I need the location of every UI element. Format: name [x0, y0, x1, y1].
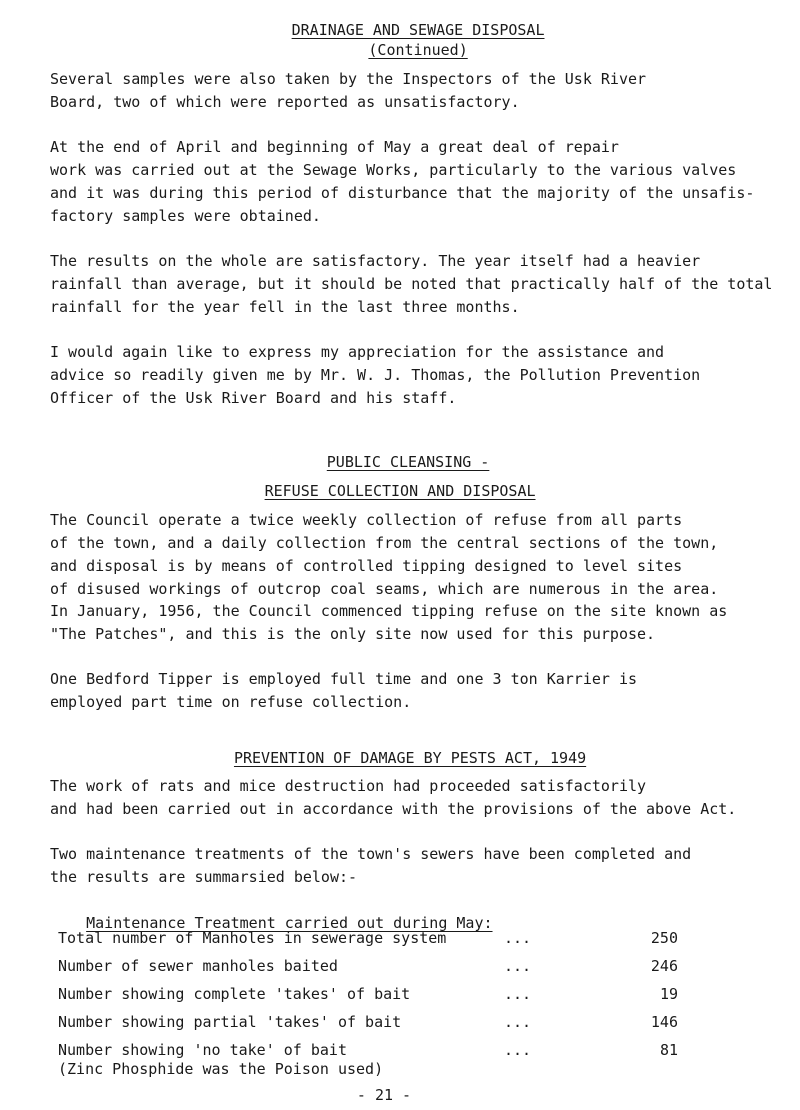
pests-heading-text: PREVENTION OF DAMAGE BY PESTS ACT, 1949 [233, 749, 587, 767]
row-label: Number of sewer manholes baited [58, 957, 338, 975]
row-value: 81 [659, 1041, 678, 1059]
row-value: 146 [650, 1013, 678, 1031]
row-value: 246 [650, 957, 678, 975]
paragraph-vehicles: One Bedford Tipper is employed full time and one 3 ton Karrier is employed part time on refuse collection. [50, 670, 637, 711]
paragraph-appreciation: I would again like to express my appreciation for the assistance and advice so readily given me by Mr. W. J. Thomas, the Pollution Prevention Officer of the Usk River Board and his staff. [50, 343, 701, 407]
table-row [58, 929, 678, 953]
paragraph-samples: Several samples were also taken by the Inspectors of the Usk River Board, two of which were reported as unsatisfactory. [50, 70, 647, 111]
table-row [58, 1013, 678, 1037]
row-value: 250 [650, 929, 678, 947]
paragraph-tipping: In January, 1956, the Council commenced tipping refuse on the site known as "The Patches", and this is the only site now used for this purpose. [50, 602, 728, 643]
paragraph-results: The results on the whole are satisfactory. The year itself had a heavier rainfall than average, but it should be noted that practically half of the total rainfall for the year fell in the last three months. [50, 252, 773, 316]
poison-note: (Zinc Phosphide was the Poison used) [58, 1060, 384, 1078]
row-leader: ... [504, 1041, 532, 1059]
page-subtitle [0, 28, 800, 73]
row-label: Number showing complete 'takes' of bait [58, 985, 411, 1003]
row-leader: ... [504, 985, 532, 1003]
row-value: 19 [659, 985, 678, 1003]
row-leader: ... [504, 929, 532, 947]
page-number: - 21 - [356, 1086, 412, 1104]
page-title-text: DRAINAGE AND SEWAGE DISPOSAL [291, 21, 545, 39]
paragraph-rats: The work of rats and mice destruction had proceeded satisfactorily and had been carried out in accordance with the provisions of the above Act. [50, 777, 737, 818]
row-label: Number showing 'no take' of bait [58, 1041, 347, 1059]
page-subtitle-text: (Continued) [368, 41, 468, 59]
section-heading-refuse [0, 469, 782, 514]
row-leader: ... [504, 1013, 532, 1031]
public-cleansing-heading-text: PUBLIC CLEANSING - [326, 453, 490, 471]
row-label: Total number of Manholes in sewerage system [58, 929, 447, 947]
paragraph-treatments: Two maintenance treatments of the town's sewers have been completed and the results are summarsied below:- [50, 845, 692, 886]
refuse-heading-text: REFUSE COLLECTION AND DISPOSAL [264, 482, 536, 500]
paragraph-collection: The Council operate a twice weekly collection of refuse from all parts of the town, and a daily collection from the central sections of the town, and disposal is by means of controlled tipping designed to level sites of disused workings of outcrop coal seams, which are numerous in the area. [50, 511, 719, 598]
row-label: Number showing partial 'takes' of bait [58, 1013, 402, 1031]
table-row [58, 985, 678, 1009]
paragraph-repair-work: At the end of April and beginning of May a great deal of repair work was carried out at the Sewage Works, particularly to the various valves and it was during this period of disturbance that the majority of the unsafis- factory samples were obtained. [50, 138, 755, 225]
table-row [58, 957, 678, 981]
table-heading-text: Maintenance Treatment carried out during May: [86, 914, 493, 932]
row-leader: ... [504, 957, 532, 975]
